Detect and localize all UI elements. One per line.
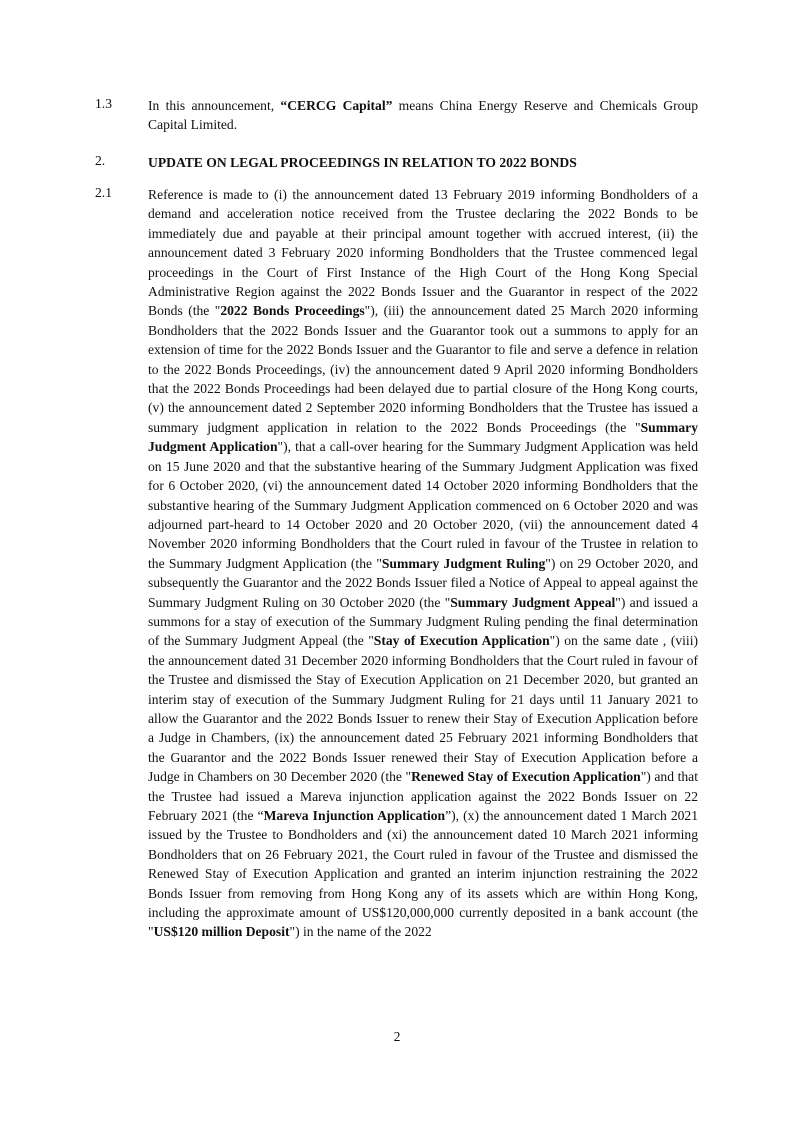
defined-term: “CERCG Capital” xyxy=(280,98,393,113)
text-segment: ") and issued a summons for a stay of execution of the Summary Judgment Ruling pending the final determination of the Summary Judgment Appeal (the " xyxy=(148,594,698,649)
text-segment: "), (iii) the announcement dated 25 March 2020 informing Bondholders that the 2022 Bonds Issuer and the Guarantor took out a summons to apply for an extension of time for the 2022 Bonds Issuer and the Guarantor to file and serve a defence in relation to the 2022 Bonds Proceedings, (iv) the announcement dated 9 April 2020 informing Bondholders that the 2022 Bonds Proceedings had been delayed due to partial closure of the Hong Kong courts, (v) the announcement dated 2 September 2020 informing Bondholders that the Trustee has issued a summary judgment application in relation to the 2022 Bonds Proceedings (the " xyxy=(148,303,699,435)
defined-term: Summary Judgment Ruling xyxy=(381,555,546,571)
text-segment: Reference is made to (i) the announcement dated 13 February 2019 informing Bondholders of a demand and acceleration notice received from the Trustee declaring the 2022 Bonds to be immediately due and payable at their principal amount together with accrued interest, (ii) the announcement dated 3 February 2020 informing Bondholders that the Trustee commenced legal proceedings in the Court of First Instance of the High Court of the Hong Kong Special Administrative Region against the 2022 Bonds Issuer and the Guarantor in respect of the 2022 Bonds (the " xyxy=(148,187,698,319)
section-heading: UPDATE ON LEGAL PROCEEDINGS IN RELATION TO 2022 BONDS xyxy=(148,155,577,170)
page-number: 2 xyxy=(393,1029,401,1044)
defined-term: Renewed Stay of Execution Application xyxy=(411,769,641,785)
defined-term: Mareva Injunction Application xyxy=(263,808,446,823)
section-number: 2.1 xyxy=(95,185,112,200)
text-segment: ") on 29 October 2020, and subsequently the Guarantor and the 2022 Bonds Issuer filed a Notice of Appeal to appeal against the Summary Judgment Ruling on 30 October 2020 (the " xyxy=(148,555,698,610)
section-number: 1.3 xyxy=(95,96,112,111)
text-segment: ") in the name of the 2022 xyxy=(289,924,432,940)
text-segment: ") on the same date , (viii) the announcement dated 31 December 2020 informing Bondholders that the Court ruled in favour of the Trustee and dismissed the Stay of Execution Application on 21 December 2020, but granted an interim stay of execution of the Summary Judgment Ruling for 21 days until 11 January 2021 to allow the Guarantor and the 2022 Bonds Issuer to renew their Stay of Execution Application before a Judge in Chambers, (ix) the announcement dated 25 February 2021 informing Bondholders that the Guarantor and the 2022 Bonds Issuer renewed their Stay of Execution Application before a Judge in Chambers on 30 December 2020 (the " xyxy=(148,633,698,785)
text-segment: ”), (x) the announcement dated 1 March 2021 issued by the Trustee to Bondholders and (xi) the announcement dated 10 March 2021 informing Bondholders that on 26 February 2021, the Court ruled in favour of the Trustee and dismissed the Renewed Stay of Execution Application and granted an interim injunction restraining the 2022 Bonds Issuer from removing from Hong Kong any of its assets which are within Hong Kong, including the approximate amount of US$120,000,000 currently deposited in a bank account (the " xyxy=(148,808,699,940)
defined-term: 2022 Bonds Proceedings xyxy=(220,303,365,319)
section-text xyxy=(148,96,698,135)
text-segment: "), that a call-over hearing for the Summary Judgment Application was held on 15 June 2020 and that the substantive hearing of the Summary Judgment Application was fixed for 6 October 2020, (vi) the announcement dated 14 October 2020 informing Bondholders that the substantive hearing of the Summary Judgment Application commenced on 6 October 2020 and was adjourned part-heard to 14 October 2020 and 20 October 2020, (vii) the announcement dated 4 November 2020 informing Bondholders that the Court ruled in favour of the Trustee in relation to the Summary Judgment Application (the " xyxy=(148,439,698,571)
text-segment: In this announcement, xyxy=(148,98,281,113)
text-segment: means China Energy Reserve and Chemicals Group Capital Limited. xyxy=(148,98,698,133)
defined-term: Summary Judgment Appeal xyxy=(450,594,616,610)
section-number: 2. xyxy=(95,153,106,168)
defined-term: Stay of Execution Application xyxy=(373,633,550,649)
section-text xyxy=(148,185,698,942)
defined-term: Summary Judgment Application xyxy=(148,419,698,455)
defined-term: US$120 million Deposit xyxy=(153,924,290,940)
text-segment: ") and that the Trustee had issued a Mareva injunction application against the 2022 Bonds Issuer on 22 February 2021 (the “ xyxy=(148,769,698,823)
